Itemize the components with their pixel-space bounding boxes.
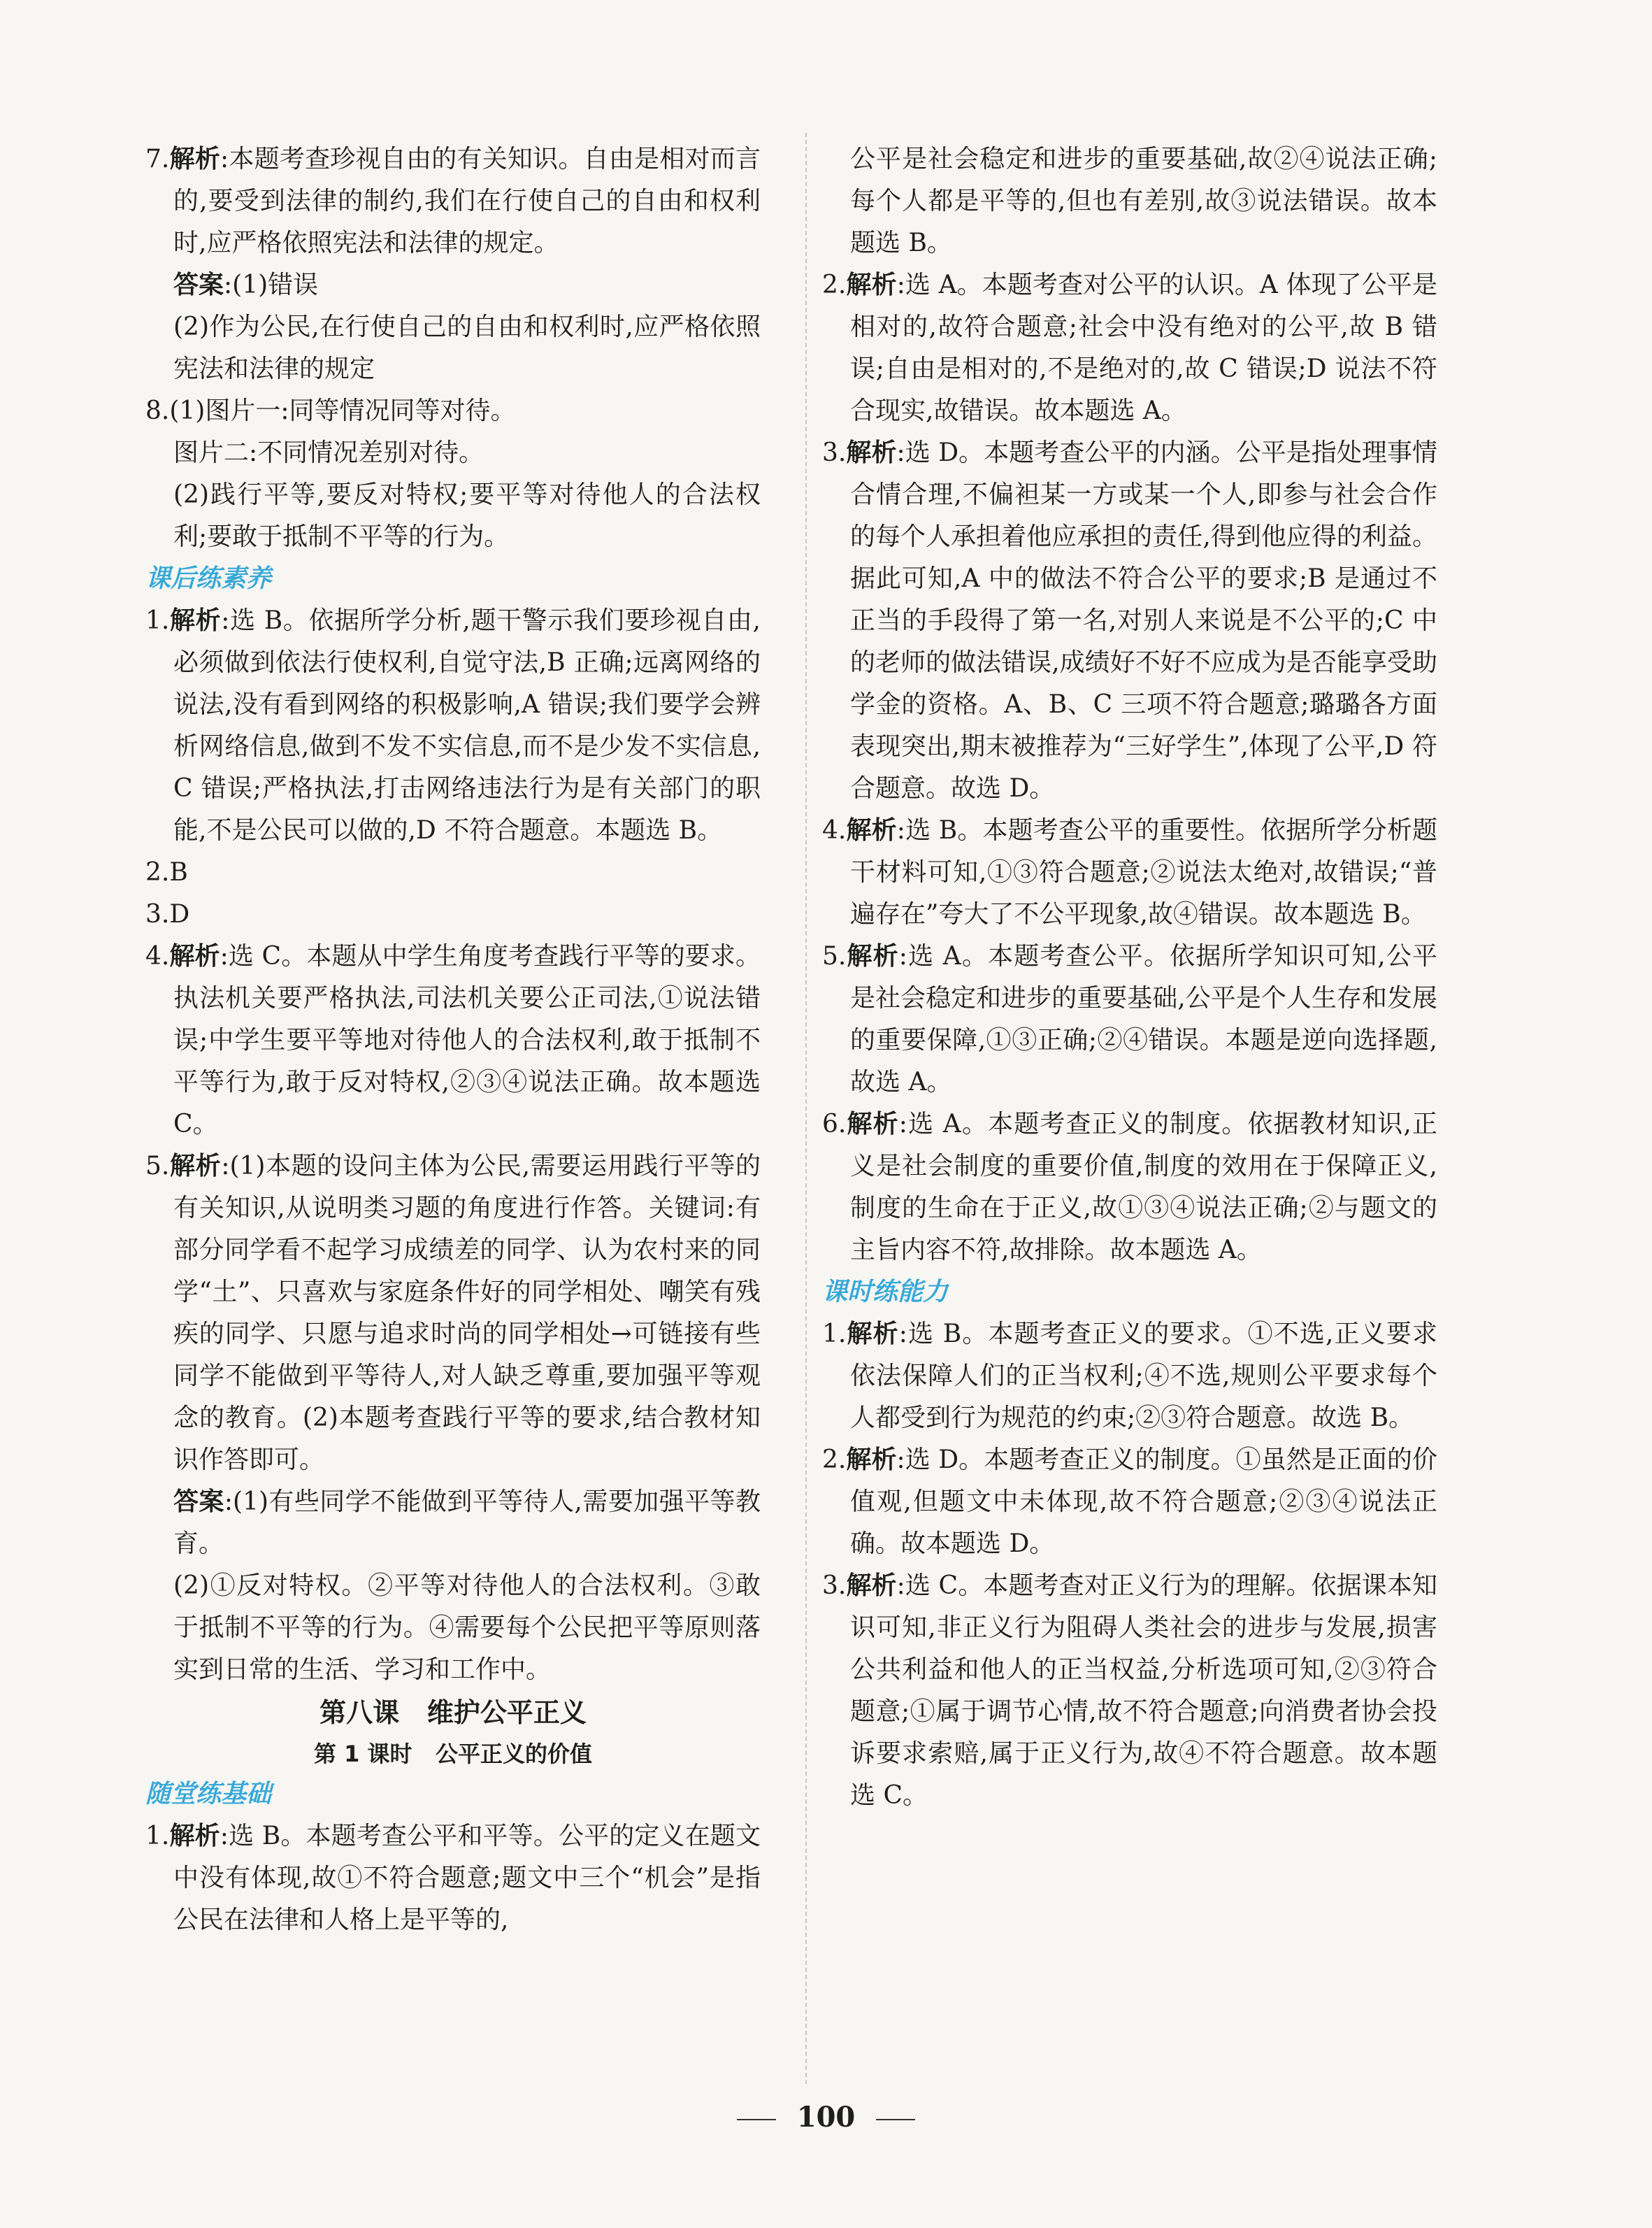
after-class-item-5-answer-part-2: (2)①反对特权。②平等对待他人的合法权利。③敢于抵制不平等的行为。④需要每个公民把平等原则落实到日常的生活、学习和工作中。 — [173, 1571, 761, 1684]
analysis-label: 解析 — [846, 816, 897, 845]
question-7-analysis — [145, 138, 761, 264]
lesson-hour-item-1 — [822, 1313, 1437, 1439]
page-number: 100 — [796, 2101, 856, 2134]
analysis-text: :选 A。本题考查公平。依据所学知识可知,公平是社会稳定和进步的重要基础,公平是个人生存和发展的重要保障,①③正确;②④错误。本题是逆向选择题,故选 A。 — [850, 942, 1437, 1097]
item-number: 4. — [822, 816, 847, 845]
analysis-label: 解析 — [169, 1152, 222, 1180]
analysis-label: 解析 — [846, 271, 897, 299]
in-class-item-6 — [822, 1104, 1437, 1271]
section-heading-after-class: 课后练素养 — [145, 564, 272, 593]
item-number: 5. — [145, 1152, 170, 1180]
analysis-text: :(1)本题的设问主体为公民,需要运用践行平等的有关知识,从说明类习题的角度进行作答。关键词:有部分同学看不起学习成绩差的同学、认为农村来的同学“土”、只喜欢与家庭条件好的同学相处、嘲笑有残疾的同学、只愿与追求时尚的同学相处→可链接有些同学不能做到平等待人,对人缺乏尊重,要加强平等观念的教育。(2)本题考查践行平等的要求,结合教材知识作答即可。 — [173, 1152, 761, 1474]
analysis-label: 解析 — [846, 942, 899, 971]
analysis-label: 解析 — [846, 1571, 897, 1600]
in-class-item-2 — [822, 264, 1437, 432]
answer-text: :(1)有些同学不能做到平等待人,需要加强平等教育。 — [173, 1487, 761, 1558]
left-column — [145, 138, 761, 1941]
in-class-item-3 — [822, 432, 1437, 810]
analysis-text: :选 D。本题考查正义的制度。①虽然是正面的价值观,但题文中未体现,故不符合题意;②③④说法正确。故本题选 D。 — [850, 1445, 1437, 1558]
lesson-hour-item-2 — [822, 1439, 1437, 1565]
analysis-text: :选 D。本题考查公平的内涵。公平是指处理事情合情合理,不偏袒某一方或某一个人,即参与社会合作的每个人承担着他应承担的责任,得到他应得的利益。据此可知,A 中的做法不符合公平的要求;B 是通过不正当的手段得了第一名,对别人来说是不公平的;C 中的老师的做法错误,成绩好不好不应成为是否能享受助学金的资格。A、B、C 三项不符合题意;璐璐各方面表现突出,期末被推荐为“三好学生”,体现了公平,D 符合题意。故选 D。 — [850, 438, 1437, 803]
item-number: 2. — [822, 271, 847, 299]
lesson-subtitle: 第 1 课时 公平正义的价值 — [314, 1741, 592, 1767]
analysis-text: :选 A。本题考查正义的制度。依据教材知识,正义是社会制度的重要价值,制度的效用在于保障正义,制度的生命在于正义,故①③④说法正确;②与题文的主旨内容不符,故排除。故本题选 A。 — [850, 1110, 1437, 1264]
analysis-text: :本题考查珍视自由的有关知识。自由是相对而言的,要受到法律的制约,我们在行使自己的自由和权利时,应严格依照宪法和法律的规定。 — [173, 145, 761, 257]
analysis-text: :选 B。依据所学分析,题干警示我们要珍视自由,必须做到依法行使权利,自觉守法,B 正确;远离网络的说法,没有看到网络的积极影响,A 错误;我们要学会辨析网络信息,做到不发不实信息,而不是少发不实信息,C 错误;严格执法,打击网络违法行为是有关部门的职能,不是公民可以做的,D 不符合题意。本题选 B。 — [173, 606, 761, 845]
after-class-item-3: 3.D — [145, 900, 190, 929]
after-class-item-4 — [145, 936, 761, 1145]
item-number: 3. — [822, 1571, 847, 1600]
section-heading-in-class: 随堂练基础 — [145, 1780, 272, 1808]
item-number: 4. — [145, 942, 170, 971]
lesson-hour-item-3 — [822, 1565, 1437, 1817]
in-class-item-1-continued: 公平是社会稳定和进步的重要基础,故②④说法正确;每个人都是平等的,但也有差别,故③说法错误。故本题选 B。 — [850, 145, 1437, 257]
column-divider — [805, 133, 807, 2084]
question-8-line-3: (2)践行平等,要反对特权;要平等对待他人的合法权利;要敢于抵制不平等的行为。 — [173, 480, 761, 551]
item-number: 3. — [822, 438, 847, 467]
analysis-text: :选 C。本题考查对正义行为的理解。依据课本知识可知,非正义行为阻碍人类社会的进步与发展,损害公共利益和他人的正当权益,分析选项可知,②③符合题意;①属于调节心情,故不符合题意;向消费者协会投诉要求索赔,属于正义行为,故④不符合题意。故本题选 C。 — [850, 1571, 1437, 1810]
page-footer — [0, 2097, 1652, 2138]
analysis-label: 解析 — [169, 145, 221, 173]
analysis-label: 解析 — [169, 942, 220, 971]
item-number: 5. — [822, 942, 847, 971]
item-number: 1. — [145, 606, 170, 635]
after-class-item-5-answer — [145, 1481, 761, 1565]
item-number: 2. — [822, 1445, 847, 1474]
analysis-label: 解析 — [846, 1110, 899, 1138]
analysis-text: :选 B。本题考查公平的重要性。依据所学分析题干材料可知,①③符合题意;②说法太绝对,故错误;“普遍存在”夸大了不公平现象,故④错误。故本题选 B。 — [850, 816, 1437, 929]
item-number: 7. — [145, 145, 170, 173]
analysis-text: :选 C。本题从中学生角度考查践行平等的要求。执法机关要严格执法,司法机关要公正司法,①说法错误;中学生要平等地对待他人的合法权利,敢于抵制不平等行为,敢于反对特权,②③④说法正确。故本题选 C。 — [173, 942, 761, 1138]
item-number: 6. — [822, 1110, 847, 1138]
answer-label: 答案 — [173, 271, 224, 299]
analysis-label: 解析 — [846, 1445, 897, 1474]
in-class-item-1 — [145, 1815, 761, 1941]
in-class-item-4 — [822, 810, 1437, 936]
right-column — [822, 138, 1437, 1817]
analysis-text: :选 B。本题考查正义的要求。①不选,正义要求依法保障人们的正当权利;④不选,规则公平要求每个人都受到行为规范的约束;②③符合题意。故选 B。 — [850, 1320, 1437, 1432]
analysis-label: 解析 — [846, 1320, 899, 1348]
section-heading-lesson-hour: 课时练能力 — [822, 1278, 949, 1306]
item-number: 1. — [822, 1320, 847, 1348]
in-class-item-5 — [822, 936, 1437, 1104]
question-8-line-1: 8.(1)图片一:同等情况同等对待。 — [145, 397, 516, 425]
analysis-label: 解析 — [169, 606, 222, 635]
after-class-item-2: 2.B — [145, 858, 188, 887]
footer-dash-left — [737, 2119, 776, 2120]
question-8-line-2: 图片二:不同情况差别对待。 — [173, 438, 484, 467]
footer-dash-right — [876, 2119, 915, 2120]
answer-label: 答案 — [173, 1487, 224, 1516]
after-class-item-5 — [145, 1145, 761, 1481]
item-number: 1. — [145, 1822, 170, 1850]
analysis-label: 解析 — [846, 438, 897, 467]
lesson-title: 第八课 维护公平正义 — [319, 1697, 587, 1728]
after-class-item-1 — [145, 600, 761, 852]
analysis-label: 解析 — [169, 1822, 220, 1850]
answer-text: :(1)错误 — [224, 271, 319, 299]
question-7-answer-part-2: (2)作为公民,在行使自己的自由和权利时,应严格依照宪法和法律的规定 — [173, 313, 761, 383]
analysis-text: :选 A。本题考查对公平的认识。A 体现了公平是相对的,故符合题意;社会中没有绝对的公平,故 B 错误;自由是相对的,不是绝对的,故 C 错误;D 说法不符合现实,故错误。故本题选 A。 — [850, 271, 1437, 425]
question-7-answer — [145, 264, 761, 306]
analysis-text: :选 B。本题考查公平和平等。公平的定义在题文中没有体现,故①不符合题意;题文中三个“机会”是指公民在法律和人格上是平等的, — [173, 1822, 761, 1934]
